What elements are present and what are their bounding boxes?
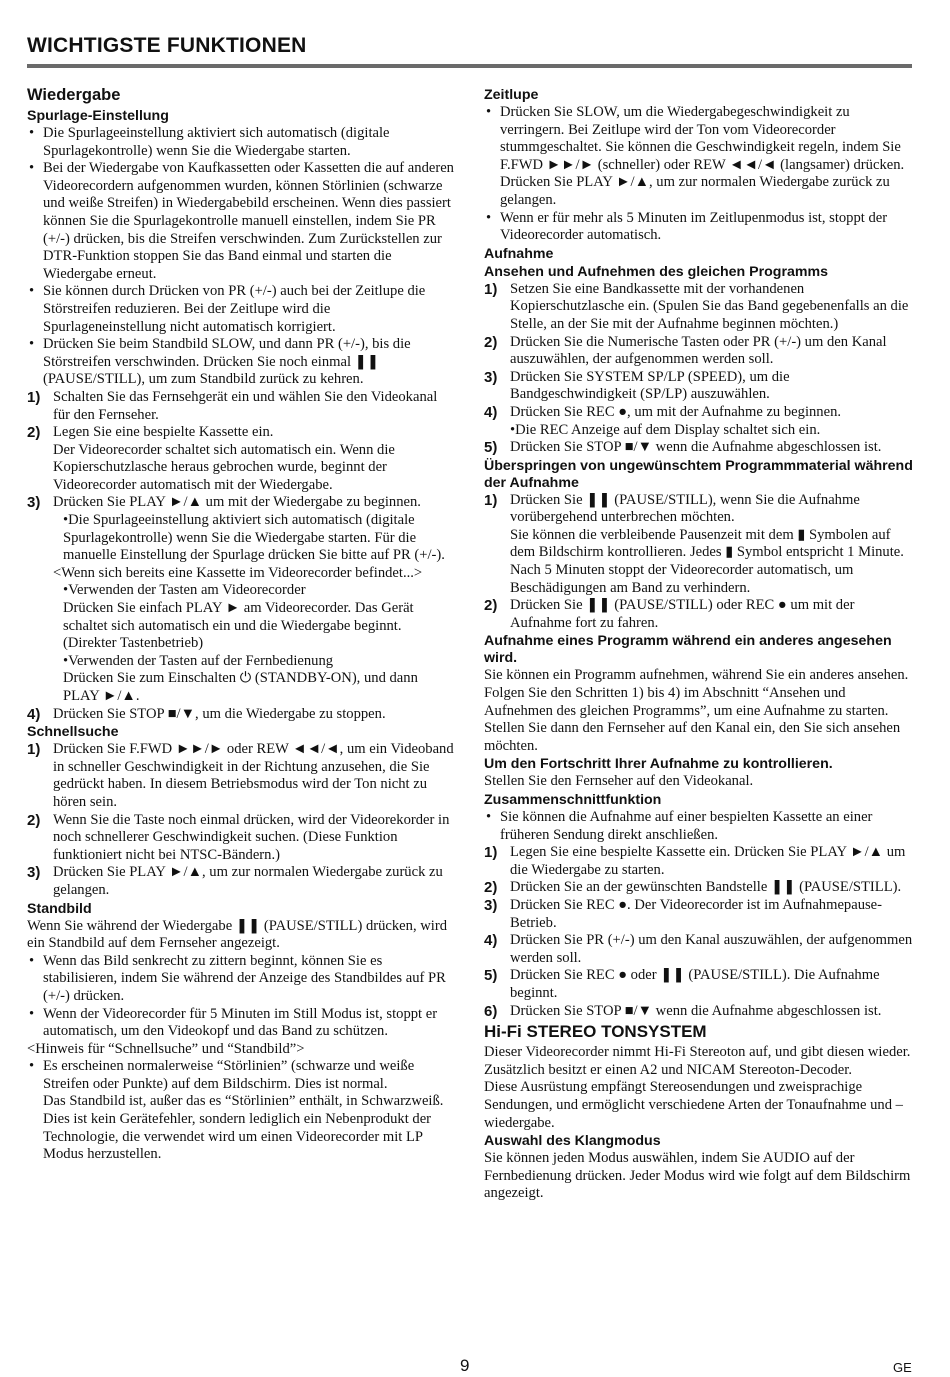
step-3-detail: <Wenn sich bereits eine Kassette im Videorecorder befindet...> [53,564,423,581]
ansehen-heading: Ansehen und Aufnehmen des gleichen Programms [484,263,828,280]
playback-step-4 [27,706,457,724]
step-text: Drücken Sie F.FWD ►►/► oder REW ◄◄/◄, um ein Videoband in schneller Geschwindigkeit in der Richtung anzusehen, die Sie gedrückt haben. In diesem Betriebsmodus wird der Ton nicht zu hören sein. [53,741,454,810]
playback-step-3 [27,494,457,512]
step-text: Drücken Sie PLAY ►/▲, um zur normalen Wiedergabe zurück zu gelangen. [53,864,443,898]
watch-other-heading: Aufnahme eines Programm während ein anderes angesehen wird. [484,633,892,667]
step-text: Drücken Sie REC ● oder ❚❚ (PAUSE/STILL). Die Aufnahme beginnt. [510,967,880,1001]
step-number: 2) [27,811,41,829]
standbild-heading: Standbild [27,900,92,917]
hint-bullet: • Es erscheinen normalerweise “Störlinien” (schwarze und weiße Streifen oder Punkte) auf dem Bildschirm. Dies ist normal. [27,1058,457,1093]
language-code: GE [893,1360,912,1375]
hifi-paragraph: Dieser Videorecorder nimmt Hi-Fi Stereoton auf, und gibt diesen wieder. Zusätzlich besitzt er einen A2 und NICAM Stereoton-Decoder. [484,1044,911,1078]
record-step-4-detail: •Die REC Anzeige auf dem Display schaltet sich ein. [510,421,821,438]
skip-heading: Überspringen von ungewünschtem Programmmaterial während der Aufnahme [484,457,913,491]
page-title: WICHTIGSTE FUNKTIONEN [27,34,307,57]
progress-heading: Um den Fortschritt Ihrer Aufnahme zu kontrollieren. [484,756,833,773]
step-number: 1) [484,280,498,298]
step-text: Drücken Sie die Numerische Tasten oder PR (+/-) um den Kanal auszuwählen, der aufgenommen werden soll. [510,333,887,368]
progress-text: Stellen Sie den Fernseher auf den Videokanal. [484,773,754,790]
step-text: Legen Sie eine bespielte Kassette ein. [53,424,274,441]
zeitlupe-bullet: • Drücken Sie SLOW, um die Wiedergabegeschwindigkeit zu verringern. Bei Zeitlupe wird der Ton vom Videorecorder stummgeschaltet. Sie können die Geschwindigkeit regeln, indem Sie F.FWD ►►/► (schneller) oder REW ◄◄/◄ (langsamer) drücken. Drücken Sie PLAY ►/▲, um zur normalen Wiedergabe zurück zu gelangen. [484,104,914,210]
hint-line: <Hinweis für “Schnellsuche” und “Standbild”> [27,1040,305,1057]
playback-step-1 [27,389,457,424]
left-column [27,86,457,1164]
step-text: Drücken Sie PLAY ►/▲ um mit der Wiedergabe zu beginnen. [53,494,421,511]
step-number: 6) [484,1002,498,1020]
step-2-detail: Der Videorecorder schaltet sich automatisch ein. Wenn die Kopierschutzlasche heraus gebrochen wurde, beginnt der Videorecorder automatisch mit der Wiedergabe. [53,441,395,493]
step-number: 1) [27,388,41,406]
page-number: 9 [460,1356,470,1375]
step-number: 1) [484,491,498,509]
search-step-1 [27,741,457,811]
step-number: 2) [484,597,498,615]
right-column [484,86,914,1203]
step-text: Drücken Sie an der gewünschten Bandstelle ❚❚ (PAUSE/STILL). [510,879,902,896]
zeitlupe-bullet: • Wenn er für mehr als 5 Minuten im Zeitlupenmodus ist, stoppt der Videorecorder automatisch. [484,210,914,245]
spurlage-bullet: • Drücken Sie beim Standbild SLOW, und dann PR (+/-), bis die Störstreifen verschwinden. Drücken Sie noch einmal ❚❚ (PAUSE/STILL), um zum Standbild zurück zu kehren. [27,336,457,389]
schnellsuche-heading: Schnellsuche [27,724,119,741]
step-number: 5) [484,439,498,457]
standbild-intro: Wenn Sie während der Wiedergabe ❚❚ (PAUSE/STILL) drücken, wird ein Standbild auf dem Fernseher angezeigt. [27,917,448,952]
step-number: 3) [484,368,498,386]
search-step-3 [27,864,457,899]
step-text: Drücken Sie REC ●. Der Videorecorder ist im Aufnahmepause-Betrieb. [510,896,883,931]
skip-step-1-detail: Sie können die verbleibende Pausenzeit mit dem ▮ Symbolen auf dem Bildschirm kontrollieren. Jedes ▮ Symbol entspricht 1 Minute. Nach 5 Minuten stoppt der Videorecorder automatisch, um Beschädigungen am Band zu verhindern. [510,526,904,596]
skip-step-2 [484,597,914,632]
step-text: Drücken Sie STOP ■/▼ wenn die Aufnahme abgeschlossen ist. [510,439,882,456]
assemble-step-3 [484,897,914,932]
step-text: Drücken Sie STOP ■/▼, um die Wiedergabe zu stoppen. [53,705,386,722]
spurlage-bullet: • Bei der Wiedergabe von Kaufkassetten oder Kassetten die auf anderen Videorecordern aufgenommen wurden, können Störlinien (schwarze und weiße Streifen) in Wiedergabebild erscheinen. Wenn dies passiert können Sie die Spurlagekontrolle manuell einstellen, indem Sie PR (+/-) drücken, bis die Streifen verschwinden. Zum Zurückstellen zur DTR-Funktion stoppen Sie das Band einmal und starten die Wiedergabe erneut. [27,160,457,283]
skip-step-1 [484,492,914,527]
hifi-heading: Hi-Fi STEREO TONSYSTEM [484,1022,707,1042]
step-3-detail: •Verwenden der Tasten auf der Fernbedienung [63,652,334,669]
zusammenschnitt-bullet: • Sie können die Aufnahme auf einer bespielten Kassette an einer früheren Sendung direkt anschließen. [484,809,914,844]
record-step-3 [484,369,914,404]
watch-other-text: Sie können ein Programm aufnehmen, während Sie ein anderes ansehen. Folgen Sie den Schritten 1) bis 4) im Abschnitt “Ansehen und Aufnehmen des gleichen Programms”, um eine Aufnahme zu starten. Stellen Sie dann den Fernseher auf den Kanal ein, den Sie sich ansehen möchten. [484,667,909,754]
assemble-step-2 [484,879,914,897]
wiedergabe-heading: Wiedergabe [27,86,121,104]
step-number: 2) [27,424,41,442]
step-number: 3) [27,864,41,882]
spurlage-bullet: • Sie können durch Drücken von PR (+/-) auch bei der Zeitlupe die Störstreifen reduzieren. Bei der Zeitlupe wird die Spurlageneinstellung nicht automatisch korrigiert. [27,283,457,336]
aufnahme-heading: Aufnahme [484,245,554,262]
record-step-2 [484,334,914,369]
step-number: 4) [484,932,498,950]
title-divider [27,64,912,68]
step-text: Wenn Sie die Taste noch einmal drücken, wird der Videorekorder in noch schnellerer Geschwindigkeit suchen. (Diese Funktion funktioniert nicht bei NTSC-Bändern.) [53,811,450,863]
step-number: 4) [27,705,41,723]
zusammenschnitt-heading: Zusammenschnittfunktion [484,792,662,808]
klangmodus-text: Sie können jeden Modus auswählen, indem Sie AUDIO auf der Fernbedienung drücken. Jeder Modus wird wie folgt auf dem Bildschirm angezeigt. [484,1150,911,1202]
step-text: Drücken Sie ❚❚ (PAUSE/STILL), wenn Sie die Aufnahme vorübergehend unterbrechen möchten. [510,491,860,526]
step-3-detail: Drücken Sie zum Einschalten ⏻ (STANDBY-ON), und dann PLAY ►/▲. [63,670,418,704]
step-text: Drücken Sie STOP ■/▼ wenn die Aufnahme abgeschlossen ist. [510,1002,882,1019]
step-number: 1) [27,741,41,759]
step-text: Drücken Sie PR (+/-) um den Kanal auszuwählen, der aufgenommen werden soll. [510,932,913,966]
assemble-step-4 [484,932,914,967]
step-text: Setzen Sie eine Bandkassette mit der vorhandenen Kopierschutzlasche ein. (Spulen Sie das Band gegebenenfalls an die Stelle, an der Sie mit der Aufnahme beginnen möchten.) [510,280,909,332]
klangmodus-heading: Auswahl des Klangmodus [484,1133,661,1150]
standbild-bullet: • Wenn der Videorecorder für 5 Minuten im Still Modus ist, stoppt er automatisch, um den Videokopf und das Band zu schützen. [27,1006,457,1041]
step-3-detail: Drücken Sie einfach PLAY ► am Videorecorder. Das Gerät schaltet sich automatisch ein und die Wiedergabe beginnt. (Direkter Tastenbetrieb) [63,600,414,652]
step-number: 3) [484,896,498,914]
step-number: 2) [484,333,498,351]
playback-step-2 [27,424,457,442]
hint-paragraph: Das Standbild ist, außer das es “Störlinien” enthält, in Schwarzweiß. [43,1093,444,1110]
search-step-2 [27,812,457,865]
step-3-detail: •Die Spurlageeinstellung aktiviert sich automatisch (digitale Spurlagekontrolle) wenn Sie die Wiedergabe starten. Für die manuelle Einstellung der Spurlage drücken Sie bitte auf PR (+/-). [63,512,445,564]
step-number: 3) [27,494,41,512]
assemble-step-5 [484,967,914,1002]
zeitlupe-heading: Zeitlupe [484,87,539,103]
hint-paragraph: Dies ist kein Gerätefehler, sondern lediglich ein Nebenprodukt der Technologie, die verwendet wird um einen Videorecorder mit LP Modus herzustellen. [43,1111,432,1163]
record-step-4 [484,404,914,422]
step-text: Drücken Sie REC ●, um mit der Aufnahme zu beginnen. [510,403,842,420]
record-step-5 [484,439,914,457]
step-number: 5) [484,967,498,985]
spurlage-bullet: • Die Spurlageeinstellung aktiviert sich automatisch (digitale Spurlagekontrolle) wenn Sie die Wiedergabe starten. [27,125,457,160]
step-text: Drücken Sie SYSTEM SP/LP (SPEED), um die Bandgeschwindigkeit (SP/LP) auszuwählen. [510,368,790,403]
step-3-detail: •Verwenden der Tasten am Videorecorder [63,582,306,599]
step-number: 2) [484,879,498,897]
assemble-step-6 [484,1003,914,1021]
step-text: Legen Sie eine bespielte Kassette ein. Drücken Sie PLAY ►/▲ um die Wiedergabe zu starten. [510,844,906,878]
step-text: Drücken Sie ❚❚ (PAUSE/STILL) oder REC ● um mit der Aufnahme fort zu fahren. [510,597,855,631]
record-step-1 [484,281,914,334]
step-text: Schalten Sie das Fernsehgerät ein und wählen Sie den Videokanal für den Fernseher. [53,388,438,423]
assemble-step-1 [484,844,914,879]
step-number: 1) [484,844,498,862]
hifi-paragraph: Diese Ausrüstung empfängt Stereosendungen und zweisprachige Sendungen, und ermöglicht verschiedene Arten der Tonaufnahme und –wiedergabe. [484,1079,903,1131]
standbild-bullet: • Wenn das Bild senkrecht zu zittern beginnt, können Sie es stabilisieren, indem Sie während der Anzeige des Standbildes auf PR (+/-) drücken. [27,953,457,1006]
spurlage-heading: Spurlage-Einstellung [27,108,169,124]
step-number: 4) [484,403,498,421]
